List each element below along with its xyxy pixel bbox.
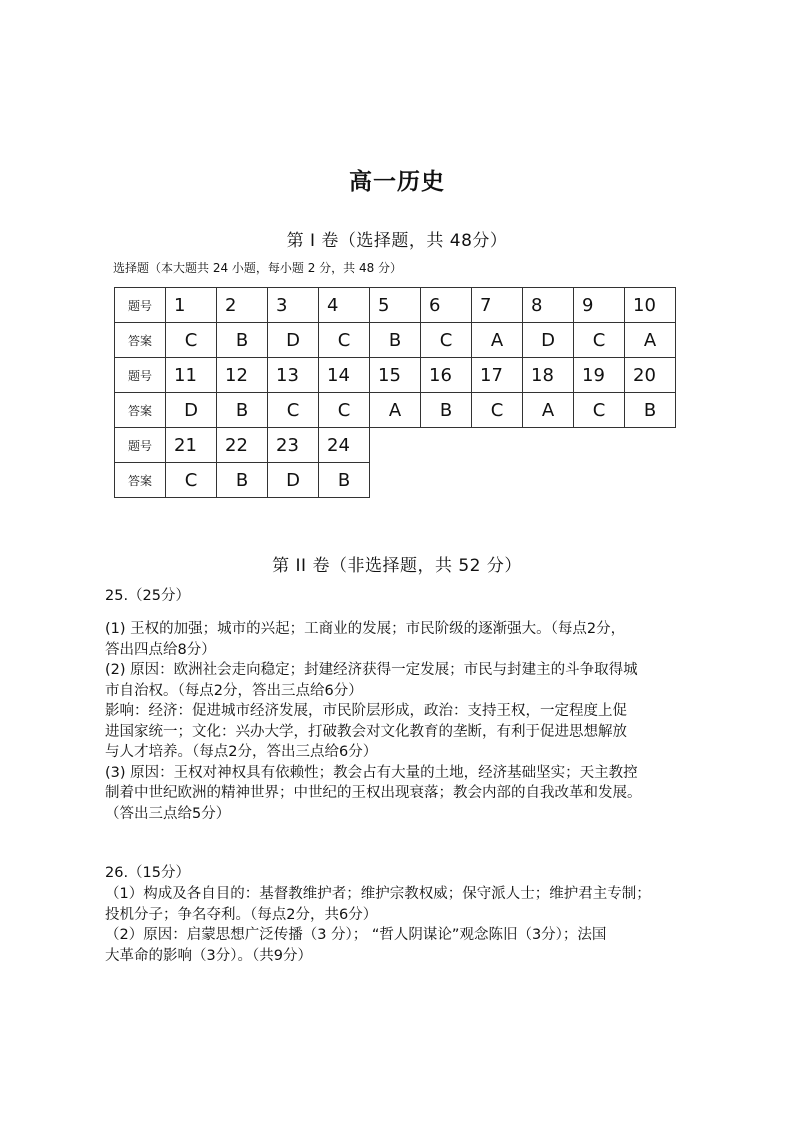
- question-number-row: [115, 358, 676, 393]
- answer-cell: B: [319, 463, 370, 498]
- answer-label: 答案: [115, 323, 166, 358]
- answer-line: (3) 原因：王权对神权具有依赖性；教会占有大量的土地，经济基础坚实；天主教控: [105, 764, 638, 781]
- question-number: 6: [421, 288, 472, 323]
- section2-heading: 第 II 卷（非选择题，共 52 分）: [272, 556, 522, 576]
- answer-cell: B: [217, 323, 268, 358]
- answer-line: 投机分子；争名夺利。（每点2分，共6分）: [105, 906, 378, 923]
- answer-cell: B: [421, 393, 472, 428]
- answer-row: [115, 323, 676, 358]
- question-number: 18: [523, 358, 574, 393]
- question-number: 1: [166, 288, 217, 323]
- answer-cell: D: [268, 463, 319, 498]
- answer-cell: D: [523, 323, 574, 358]
- question-label: 题号: [115, 288, 166, 323]
- question-number: 16: [421, 358, 472, 393]
- question-25-answer: [105, 619, 705, 824]
- question-number: 24: [319, 428, 370, 463]
- answer-cell: C: [472, 393, 523, 428]
- question-label: 题号: [115, 358, 166, 393]
- answer-line: 答出四点给8分）: [105, 641, 216, 658]
- question-number: 22: [217, 428, 268, 463]
- question-number: 12: [217, 358, 268, 393]
- answer-cell: C: [268, 393, 319, 428]
- answer-cell: D: [166, 393, 217, 428]
- question-label: 题号: [115, 428, 166, 463]
- question-number: 2: [217, 288, 268, 323]
- question-number: 15: [370, 358, 421, 393]
- question-number: 4: [319, 288, 370, 323]
- answer-table: [114, 287, 676, 498]
- question-number: 20: [625, 358, 676, 393]
- answer-label: 答案: [115, 463, 166, 498]
- question-number-row: [115, 428, 676, 463]
- question-number: 14: [319, 358, 370, 393]
- answer-line: （答出三点给5分）: [105, 805, 231, 822]
- answer-line: (1) 王权的加强；城市的兴起；工商业的发展；市民阶级的逐渐强大。（每点2分，: [105, 621, 626, 637]
- question-26-answer: [105, 884, 705, 966]
- empty-cell: [370, 428, 676, 463]
- answer-row: [115, 393, 676, 428]
- question-number: 17: [472, 358, 523, 393]
- question-number: 9: [574, 288, 625, 323]
- answer-cell: A: [625, 323, 676, 358]
- answer-line: 与人才培养。（每点2分，答出三点给6分）: [105, 744, 378, 760]
- answer-cell: D: [268, 323, 319, 358]
- answer-cell: C: [421, 323, 472, 358]
- answer-line: 大革命的影响（3分）。（共9分）: [105, 947, 312, 964]
- answer-line: (2) 原因：欧洲社会走向稳定；封建经济获得一定发展；市民与封建主的斗争取得城: [105, 662, 638, 678]
- document-title: 高一历史: [349, 169, 445, 195]
- answer-cell: C: [319, 393, 370, 428]
- question-number: 7: [472, 288, 523, 323]
- answer-cell: C: [319, 323, 370, 358]
- answer-line: 制着中世纪欧洲的精神世界；中世纪的王权出现衰落；教会内部的自我改革和发展。: [105, 785, 642, 801]
- question-number: 23: [268, 428, 319, 463]
- empty-cell: [370, 463, 676, 498]
- answer-line: （1）构成及各自目的：基督教维护者；维护宗教权威；保守派人士；维护君主专制；: [105, 886, 651, 902]
- question-number: 11: [166, 358, 217, 393]
- question-number: 19: [574, 358, 625, 393]
- answer-cell: C: [166, 323, 217, 358]
- answer-cell: B: [217, 463, 268, 498]
- question-number: 21: [166, 428, 217, 463]
- answer-line: 进国家统一；文化：兴办大学，打破教会对文化教育的垄断，有利于促进思想解放: [105, 723, 627, 740]
- question-number: 8: [523, 288, 574, 323]
- answer-label: 答案: [115, 393, 166, 428]
- answer-line: 市自治权。（每点2分，答出三点给6分）: [105, 682, 363, 699]
- question-number: 5: [370, 288, 421, 323]
- answer-cell: A: [523, 393, 574, 428]
- answer-cell: C: [574, 393, 625, 428]
- answer-cell: B: [370, 323, 421, 358]
- question-26-header: 26.（15分）: [105, 865, 191, 881]
- answer-cell: C: [166, 463, 217, 498]
- answer-line: （2）原因：启蒙思想广泛传播（3 分）； “哲人阴谋论”观念陈旧（3分）；法国: [105, 927, 607, 943]
- section1-instructions: 选择题（本大题共 24 小题，每小题 2 分，共 48 分）: [113, 261, 403, 275]
- question-number: 13: [268, 358, 319, 393]
- answer-line: 影响：经济：促进城市经济发展，市民阶层形成，政治：支持王权，一定程度上促: [105, 703, 627, 719]
- answer-cell: B: [625, 393, 676, 428]
- answer-cell: A: [472, 323, 523, 358]
- question-number: 3: [268, 288, 319, 323]
- section1-heading: 第 I 卷（选择题，共 48分）: [286, 231, 508, 251]
- question-number: 10: [625, 288, 676, 323]
- answer-cell: C: [574, 323, 625, 358]
- answer-row: [115, 463, 676, 498]
- answer-cell: A: [370, 393, 421, 428]
- question-25-header: 25.（25分）: [105, 588, 191, 604]
- question-number-row: [115, 288, 676, 323]
- answer-cell: B: [217, 393, 268, 428]
